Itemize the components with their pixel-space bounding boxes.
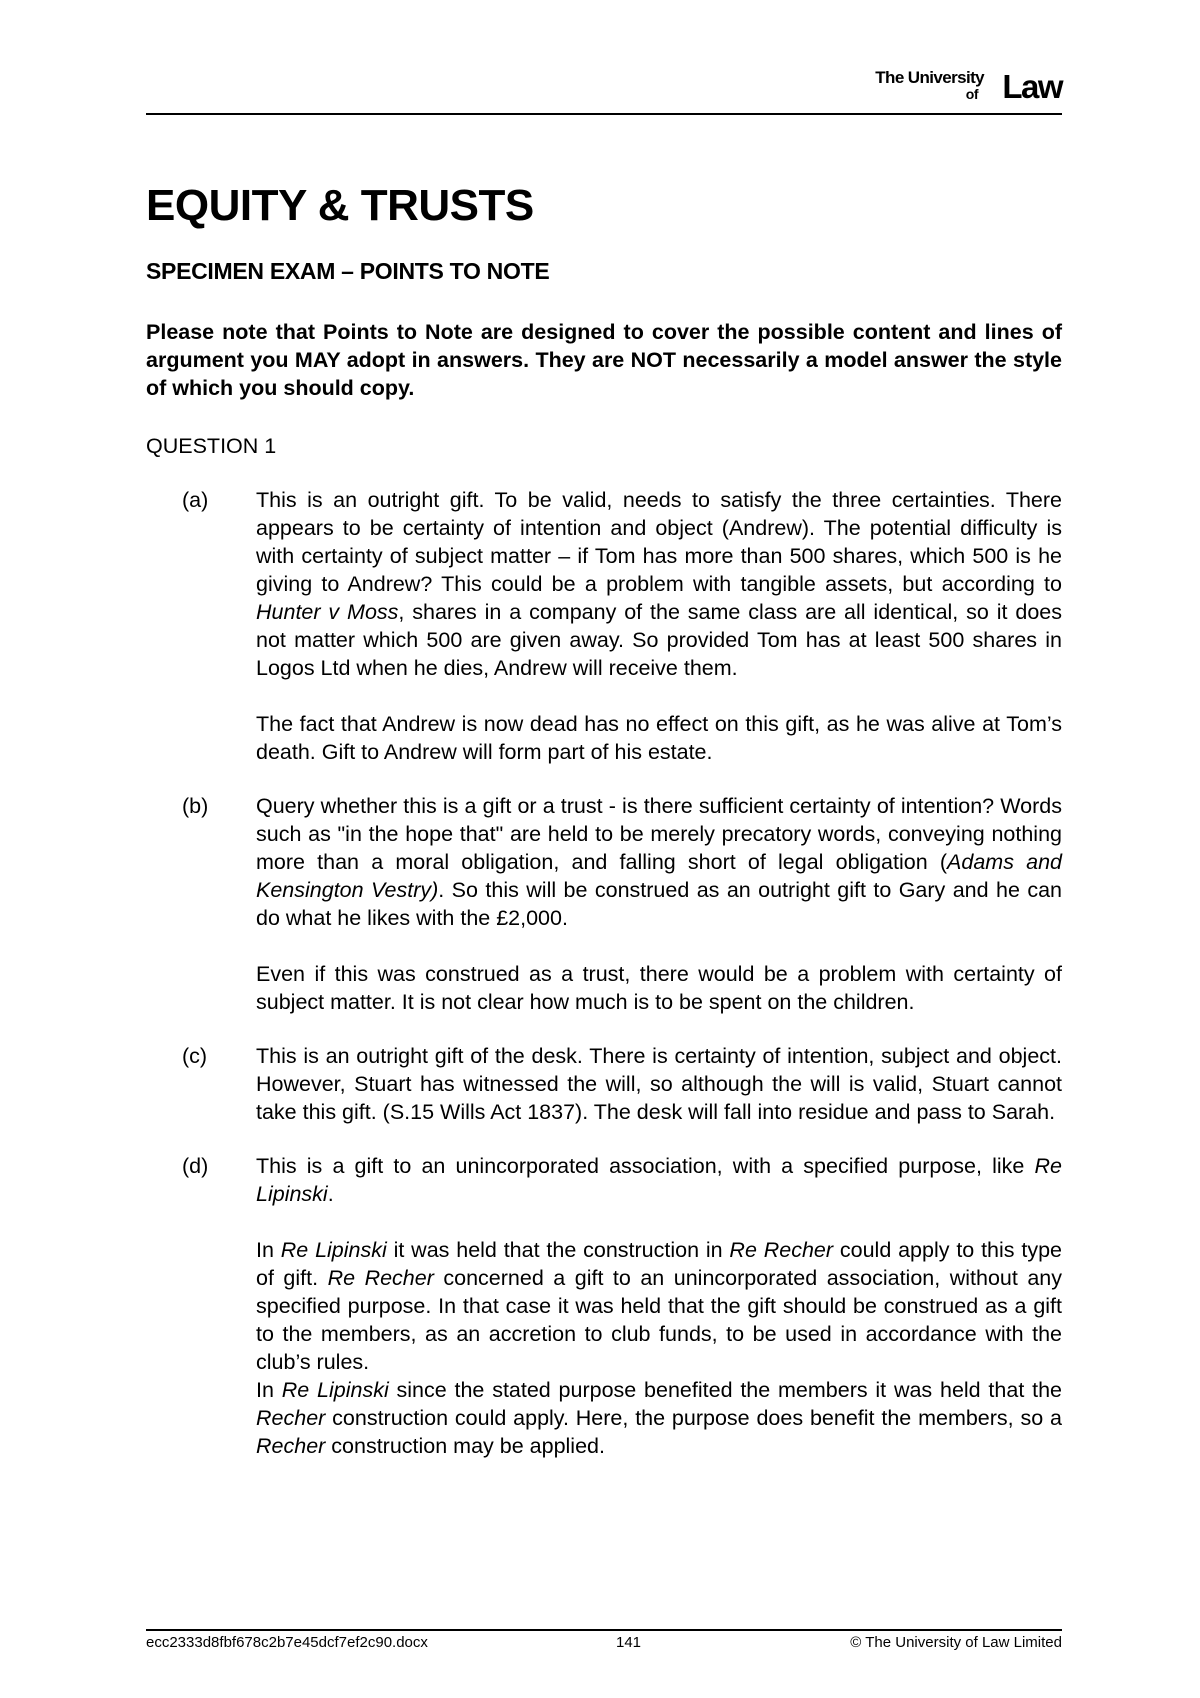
answer-item-b (146, 792, 1062, 1016)
page-footer (146, 1634, 1062, 1658)
item-label: (a) (182, 488, 209, 512)
item-d-paragraph-3: In Re Lipinski since the stated purpose benefited the members it was held that the Recher construction could apply. Here, the purpose does benefit the members, so a Recher construction may be applied. (256, 1378, 1062, 1458)
answer-item-c (146, 1042, 1062, 1126)
document-title: EQUITY & TRUSTS (146, 181, 534, 230)
header-rule (146, 113, 1062, 115)
footer-page-number: 141 (616, 1634, 642, 1651)
university-of-law-logo (832, 66, 1062, 106)
item-label: (c) (182, 1044, 208, 1068)
footer-filename: ecc2333d8fbf678c2b7e45dcf7ef2c90.docx (146, 1634, 428, 1651)
logo-text-law: Law (1002, 68, 1062, 105)
item-d-paragraph-1: This is a gift to an unincorporated association, with a specified purpose, like Re Lipinski. (256, 1154, 1062, 1206)
item-d-paragraph-2: In Re Lipinski it was held that the construction in Re Recher could apply to this type of gift. Re Recher concerned a gift to an unincorporated association, without any specified purpose. In that case it was held that the gift should be construed as a gift to the members, as an accretion to club funds, to be used in accordance with the club’s rules. (256, 1238, 1063, 1374)
document-content (146, 178, 1062, 1460)
footer-copyright: © The University of Law Limited (850, 1634, 1062, 1651)
footer-rule (146, 1629, 1062, 1631)
answer-item-a (146, 486, 1062, 766)
item-a-paragraph-2: The fact that Andrew is now dead has no effect on this gift, as he was alive at Tom’s death. Gift to Andrew will form part of his estate. (256, 712, 1062, 764)
item-b-paragraph-1: Query whether this is a gift or a trust - is there sufficient certainty of intention? Words such as "in the hope that" are held to be merely precatory words, conveying nothing more than a moral obligation, and falling short of legal obligation (Adams and Kensington Vestry). So this will be construed as an outright gift to Gary and he can do what he likes with the £2,000. (256, 794, 1063, 930)
logo-text-university: The University (875, 68, 984, 87)
intro-note: Please note that Points to Note are designed to cover the possible content and lines of argument you MAY adopt in answers. They are NOT necessarily a model answer the style of which you should copy. (146, 320, 1062, 400)
answer-item-d (146, 1152, 1062, 1460)
item-b-paragraph-2: Even if this was construed as a trust, there would be a problem with certainty of subject matter. It is not clear how much is to be spent on the children. (256, 962, 1062, 1014)
item-a-paragraph-1: This is an outright gift. To be valid, needs to satisfy the three certainties. There appears to be certainty of intention and object (Andrew). The potential difficulty is with certainty of subject matter – if Tom has more than 500 shares, which 500 is he giving to Andrew? This could be a problem with tangible assets, but according to Hunter v Moss, shares in a company of the same class are all identical, so it does not matter which 500 are given away. So provided Tom has at least 500 shares in Logos Ltd when he dies, Andrew will receive them. (256, 488, 1062, 680)
item-c-paragraph-1: This is an outright gift of the desk. There is certainty of intention, subject and object. However, Stuart has witnessed the will, so although the will is valid, Stuart cannot take this gift. (S.15 Wills Act 1837). The desk will fall into residue and pass to Sarah. (256, 1044, 1062, 1124)
logo-text-of: of (965, 86, 978, 102)
item-label: (b) (182, 794, 209, 818)
document-subtitle: SPECIMEN EXAM – POINTS TO NOTE (146, 258, 550, 284)
question-title: QUESTION 1 (146, 434, 277, 458)
item-label: (d) (182, 1154, 209, 1178)
